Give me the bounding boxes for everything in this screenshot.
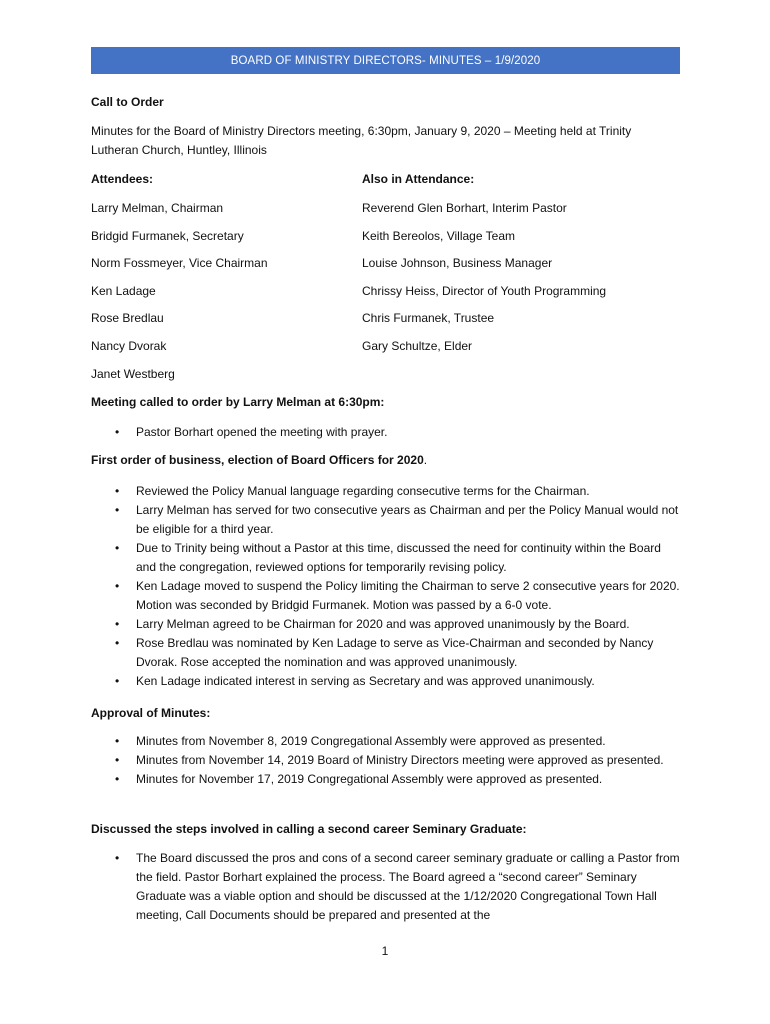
page-number: 1 (381, 944, 389, 958)
second-career-heading: Discussed the steps involved in calling a second career Seminary Graduate: (91, 822, 527, 836)
list-item: • Ken Ladage moved to suspend the Policy limiting the Chairman to serve 2 consecutive years for 2020. Motion was seconded by Bridgid Furmanek. Motion was passed by a 6-0 vote. (91, 577, 681, 615)
list-item: • Minutes from November 14, 2019 Board of Ministry Directors meeting were approved as presented. (91, 751, 681, 770)
attendee-item: Larry Melman, Chairman (91, 201, 224, 215)
first-order-heading-period: . (423, 453, 428, 467)
list-item: • Rose Bredlau was nominated by Ken Ladage to serve as Vice-Chairman and seconded by Nancy Dvorak. Rose accepted the nomination and was approved unanimously. (91, 634, 681, 672)
attendee-item: Norm Fossmeyer, Vice Chairman (91, 256, 268, 270)
also-attendee-item: Chris Furmanek, Trustee (362, 311, 495, 325)
meeting-called-heading: Meeting called to order by Larry Melman at 6:30pm: (91, 395, 385, 409)
list-item: • Pastor Borhart opened the meeting with prayer. (91, 423, 681, 442)
list-item: • Ken Ladage indicated interest in serving as Secretary and was approved unanimously. (91, 672, 681, 691)
list-item: • Reviewed the Policy Manual language regarding consecutive terms for the Chairman. (91, 482, 681, 501)
attendee-item: Bridgid Furmanek, Secretary (91, 229, 244, 243)
also-attendee-item: Reverend Glen Borhart, Interim Pastor (362, 201, 567, 215)
attendees-heading: Attendees: (91, 172, 154, 186)
meeting-called-list (91, 423, 681, 442)
also-attendee-item: Louise Johnson, Business Manager (362, 256, 553, 270)
also-attendee-item: Keith Bereolos, Village Team (362, 229, 515, 243)
list-item: • The Board discussed the pros and cons of a second career seminary graduate or calling a Pastor from the field. Pastor Borhart explained the process. The Board agreed a “second career” Seminary Graduate was a viable option and should be discussed at the 1/12/2020 Congregational Town Hall meeting, Call Documents should be prepared and presented at the (91, 849, 681, 925)
first-order-list (91, 482, 681, 691)
list-item: • Due to Trinity being without a Pastor at this time, discussed the need for continuity within the Board and the congregation, reviewed options for temporarily revising policy. (91, 539, 681, 577)
attendee-item: Janet Westberg (91, 367, 175, 381)
call-to-order-heading: Call to Order (91, 95, 164, 109)
attendee-item: Nancy Dvorak (91, 339, 167, 353)
first-order-heading (91, 451, 427, 470)
attendee-item: Ken Ladage (91, 284, 156, 298)
also-in-attendance-heading: Also in Attendance: (362, 172, 475, 186)
list-item: • Minutes for November 17, 2019 Congregational Assembly were approved as presented. (91, 770, 681, 789)
attendee-item: Rose Bredlau (91, 311, 164, 325)
second-career-list (91, 849, 681, 925)
first-order-heading-text: First order of business, election of Board Officers for 2020 (91, 453, 424, 467)
list-item: • Minutes from November 8, 2019 Congregational Assembly were approved as presented. (91, 732, 681, 751)
approval-minutes-list (91, 732, 681, 789)
also-attendee-item: Gary Schultze, Elder (362, 339, 473, 353)
approval-minutes-heading: Approval of Minutes: (91, 706, 211, 720)
call-to-order-text: Minutes for the Board of Ministry Directors meeting, 6:30pm, January 9, 2020 – Meeting held at Trinity Lutheran Church, Huntley, Illinois (91, 124, 632, 157)
list-item: • Larry Melman has served for two consecutive years as Chairman and per the Policy Manual would not be eligible for a third year. (91, 501, 681, 539)
list-item: • Larry Melman agreed to be Chairman for 2020 and was approved unanimously by the Board. (91, 615, 681, 634)
also-attendee-item: Chrissy Heiss, Director of Youth Programming (362, 284, 607, 298)
document-header-bar (91, 47, 680, 74)
document-title: BOARD OF MINISTRY DIRECTORS- MINUTES – 1/9/2020 (230, 54, 541, 67)
